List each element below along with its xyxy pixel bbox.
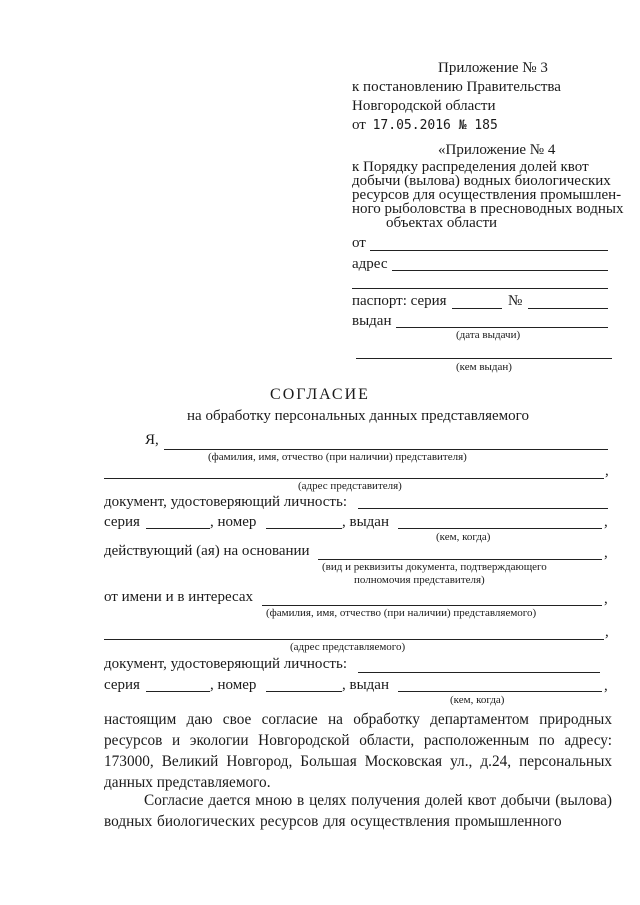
address-label: адрес bbox=[352, 256, 388, 272]
region-line: Новгородской области bbox=[352, 98, 496, 114]
comma: , bbox=[604, 514, 608, 530]
date-number: 17.05.2016 № 185 bbox=[372, 118, 498, 133]
address-field-line-2[interactable] bbox=[352, 288, 608, 289]
purpose-paragraph-text: Согласие дается мною в целях получения долей квот добычи (вылова) водных биологических ресурсов для осуществления промышленного bbox=[104, 792, 612, 830]
basis-hint-line-1: (вид и реквизиты документа, подтверждающего bbox=[322, 561, 547, 573]
representative-address-field[interactable] bbox=[104, 478, 604, 479]
number-field[interactable] bbox=[266, 528, 342, 529]
id-document-label: документ, удостоверяющий личность: bbox=[104, 494, 347, 510]
id-document-field[interactable] bbox=[358, 508, 608, 509]
comma: , bbox=[605, 463, 609, 479]
procedure-line: ресурсов для осуществления промышлен- bbox=[352, 187, 622, 203]
issued-label: выдан bbox=[352, 313, 392, 329]
from-field[interactable] bbox=[370, 250, 608, 251]
purpose-paragraph bbox=[104, 790, 612, 832]
address-field[interactable] bbox=[392, 270, 608, 271]
resolution-line: к постановлению Правительства bbox=[352, 79, 561, 95]
issued-label: , выдан bbox=[342, 514, 389, 530]
represented-address-hint: (адрес представляемого) bbox=[290, 641, 406, 653]
series-field[interactable] bbox=[146, 528, 210, 529]
representative-name-hint: (фамилия, имя, отчество (при наличии) представителя) bbox=[208, 451, 467, 463]
procedure-line: к Порядку распределения долей квот bbox=[352, 159, 589, 175]
appendix-4-heading: «Приложение № 4 bbox=[438, 142, 556, 158]
represented-name-field[interactable] bbox=[262, 605, 602, 606]
who-when-hint-2: (кем, когда) bbox=[450, 694, 505, 706]
issued-label-2: , выдан bbox=[342, 677, 389, 693]
number-label: , номер bbox=[210, 514, 257, 530]
id-document-field-2[interactable] bbox=[358, 672, 600, 673]
consent-paragraph-text: настоящим даю свое согласие на обработку департаментом природных ресурсов и экологии Новгородской области, расположенным по адресу: 173000, Великий Новгород, Большая Московская ул., д.24, персональных данных представляемого. bbox=[104, 711, 612, 791]
series-field-2[interactable] bbox=[146, 691, 210, 692]
id-document-label-2: документ, удостоверяющий личность: bbox=[104, 656, 347, 672]
resolution-date bbox=[352, 117, 498, 134]
acting-basis-label: действующий (ая) на основании bbox=[104, 543, 310, 559]
comma: , bbox=[604, 591, 608, 607]
i-label: Я, bbox=[145, 432, 159, 448]
represented-name-hint: (фамилия, имя, отчество (при наличии) представляемого) bbox=[266, 607, 537, 619]
acting-basis-field[interactable] bbox=[318, 559, 602, 560]
series-label: серия bbox=[104, 514, 140, 530]
passport-number-field[interactable] bbox=[528, 308, 608, 309]
issued-field[interactable] bbox=[398, 528, 602, 529]
representative-address-hint: (адрес представителя) bbox=[298, 480, 402, 492]
passport-number-sign: № bbox=[508, 293, 523, 309]
procedure-line: ного рыболовства в пресноводных водных bbox=[352, 201, 624, 217]
number-field-2[interactable] bbox=[266, 691, 342, 692]
issue-date-hint: (дата выдачи) bbox=[456, 329, 521, 341]
number-label-2: , номер bbox=[210, 677, 257, 693]
issued-field-2[interactable] bbox=[398, 691, 602, 692]
passport-label: паспорт: серия bbox=[352, 293, 447, 309]
issued-by-hint: (кем выдан) bbox=[456, 361, 512, 373]
represented-address-field[interactable] bbox=[104, 639, 604, 640]
date-prefix: от bbox=[352, 117, 366, 133]
from-label: от bbox=[352, 235, 366, 251]
passport-series-field[interactable] bbox=[452, 308, 502, 309]
procedure-line: добычи (вылова) водных биологических bbox=[352, 173, 611, 189]
consent-paragraph bbox=[104, 709, 612, 793]
appendix-3-heading: Приложение № 3 bbox=[438, 60, 548, 76]
procedure-line: объектах области bbox=[386, 215, 498, 231]
who-when-hint: (кем, когда) bbox=[436, 531, 491, 543]
document-subtitle: на обработку персональных данных представляемого bbox=[187, 408, 529, 424]
document-title: СОГЛАСИЕ bbox=[270, 386, 370, 403]
basis-hint-line-2: полномочия представителя) bbox=[354, 574, 485, 586]
procedure-text bbox=[352, 160, 623, 230]
comma: , bbox=[605, 624, 609, 640]
representative-name-field[interactable] bbox=[164, 449, 608, 450]
series-label-2: серия bbox=[104, 677, 140, 693]
on-behalf-label: от имени и в интересах bbox=[104, 589, 253, 605]
issued-by-field[interactable] bbox=[356, 358, 612, 359]
comma: , bbox=[604, 545, 608, 561]
issue-date-field[interactable] bbox=[396, 327, 608, 328]
comma: , bbox=[604, 678, 608, 694]
